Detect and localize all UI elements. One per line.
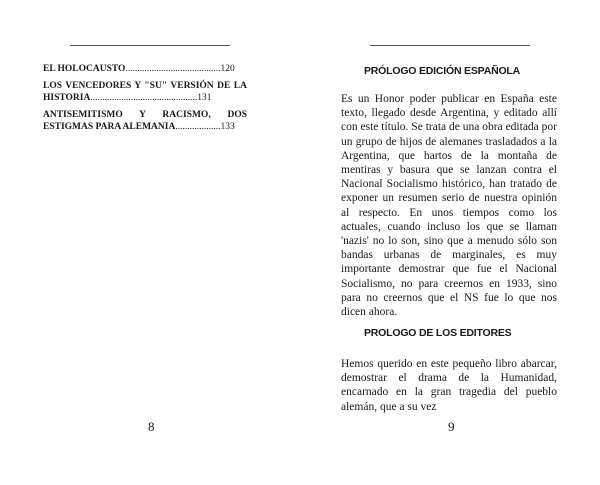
section-heading-prologo-editores: PROLOGO DE LOS EDITORES	[364, 327, 512, 339]
section-heading-prologo-espanola: PRÓLOGO EDICIÓN ESPAÑOLA	[364, 65, 521, 77]
toc-entry-title: EL HOLOCAUSTO	[43, 64, 126, 74]
toc-entry-holocausto[interactable]	[43, 63, 247, 75]
page-number-left: 8	[148, 419, 155, 434]
toc-page-number: 133	[220, 122, 235, 132]
toc-entry-vencedores[interactable]	[43, 80, 247, 104]
header-rule	[370, 45, 530, 46]
paragraph-prologo-espanola: Es un Honor poder publicar en España este texto, llegado desde Argentina, y editado allí con este título. Se trata de una obra editada por un grupo de hijos de alemanes trasladados a la Argentina, que hartos de la montaña de mentiras y basura que se lanzan contra el Nacional Socialismo histórico, han tratado de exponer un resumen serio de nuestra opinión al respecto. En unos tiempos como los actuales, cuando incluso los que se llaman 'nazis' no lo son, sino que a menudo sólo son bandas urbanas de marginales, es muy importante demostrar que fue el Nacional Socialismo, no para creernos en 1933, sino para no creernos que el NS fue lo que nos dicen ahora.	[341, 93, 557, 319]
header-rule	[70, 45, 230, 46]
toc-leader: .............................................	[90, 93, 198, 103]
paragraph-prologo-editores: Hemos querido en este pequeño libro abarcar, demostrar el drama de la Humanidad, encarnado en la gran tragedia del pueblo alemán, que a su vez	[341, 358, 557, 413]
toc-entry-title: LOS VENCEDORES Y "SU" VERSIÓN DE LA HISTORIA	[43, 81, 247, 103]
toc-leader: ........................................	[125, 64, 221, 74]
page-number-right: 9	[448, 419, 455, 434]
toc-page-number: 120	[220, 64, 235, 74]
toc-leader: ...................	[175, 122, 221, 132]
toc-page-number: 131	[197, 93, 212, 103]
right-page	[300, 0, 600, 485]
toc-entry-title: ANTISEMITISMO Y RACISMO, DOS ESTIGMAS PARA ALEMANIA	[43, 110, 247, 132]
table-of-contents	[43, 63, 247, 138]
toc-entry-antisemitismo[interactable]	[43, 109, 247, 133]
